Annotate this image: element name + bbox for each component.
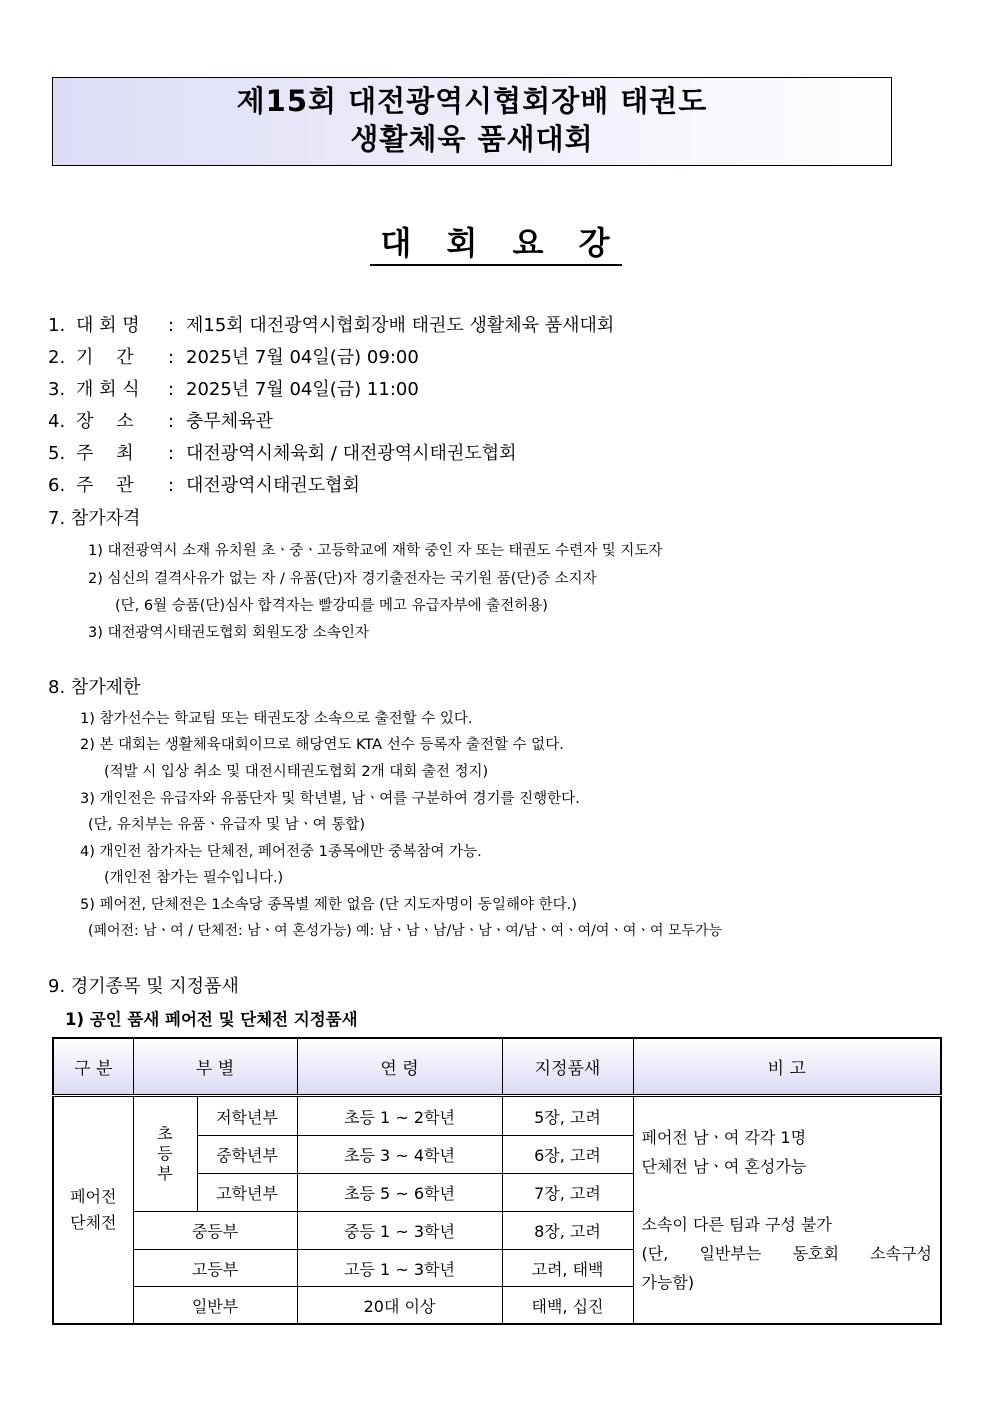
item-5 [48, 442, 517, 466]
section-9-title: 9. 경기종목 및 지정품새 [48, 976, 239, 997]
item-colon: : [168, 443, 175, 464]
section-7-line-1: 1) 대전광역시 소재 유치원 초ㆍ중ㆍ고등학교에 재학 중인 자 또는 태권도 수련자 및 지도자 [88, 543, 663, 559]
age-cell: 중등 1 ~ 3학년 [297, 1212, 502, 1250]
section-7-line-3: (단, 6월 승품(단)심사 합격자는 빨강띠를 메고 유급자부에 출전허용) [115, 598, 548, 614]
section-8-line-4: 3) 개인전은 유급자와 유품단자 및 학년별, 남ㆍ여를 구분하여 경기를 진행한다. [80, 791, 580, 807]
section-7-line-2: 2) 심신의 결격사유가 없는 자 / 유품(단)자 경기출전자는 국기원 품(단)증 소지자 [88, 571, 597, 587]
section-8-line-5: (단, 유치부는 유품ㆍ유급자 및 남ㆍ여 통합) [88, 817, 366, 833]
item-6 [48, 474, 360, 498]
section-8-line-7: (개인전 참가는 필수입니다.) [104, 870, 284, 886]
elementary-char-2: 등 [157, 1144, 173, 1163]
item-number: 4. [48, 411, 66, 432]
age-cell: 초등 3 ~ 4학년 [297, 1136, 502, 1174]
poomsae-cell: 8장, 고려 [502, 1212, 633, 1250]
elementary-char-3: 부 [157, 1164, 173, 1183]
poomsae-cell: 6장, 고려 [502, 1136, 633, 1174]
section-8-line-2: 2) 본 대회는 생활체육대회이므로 해당연도 KTA 선수 등록자 출전할 수 없다. [80, 737, 564, 753]
item-value: 대전광역시체육회 / 대전광역시태권도협회 [186, 443, 517, 464]
note-line-3: 소속이 다른 팀과 구성 불가 [641, 1215, 832, 1234]
age-cell: 초등 1 ~ 2학년 [297, 1096, 502, 1136]
item-number: 2. [48, 347, 66, 368]
document-heading [0, 218, 992, 264]
item-label: 기 간 [76, 347, 134, 368]
item-colon: : [168, 379, 175, 400]
item-2 [48, 346, 419, 370]
section-9-subtitle: 1) 공인 품새 페어전 및 단체전 지정품새 [65, 1010, 358, 1029]
item-label: 주 관 [76, 475, 134, 496]
item-number: 1. [48, 315, 66, 336]
item-colon: : [168, 347, 175, 368]
section-8-line-6: 4) 개인전 참가자는 단체전, 페어전중 1종목에만 중복참여 가능. [80, 844, 482, 860]
age-cell: 20대 이상 [297, 1287, 502, 1325]
division-cell: 중등부 [133, 1212, 297, 1250]
item-value: 2025년 7월 04일(금) 09:00 [186, 347, 419, 368]
note-line-5: 가능함) [641, 1273, 695, 1292]
item-label: 대 회 명 [76, 315, 140, 336]
title-line-1: 제15회 대전광역시협회장배 태권도 [236, 84, 708, 118]
item-1 [48, 314, 614, 338]
item-colon: : [168, 315, 175, 336]
item-label: 장 소 [76, 411, 134, 432]
section-8-line-3: (적발 시 입상 취소 및 대전시태권도협회 2개 대회 출전 정지) [104, 764, 489, 780]
section-8-line-8: 5) 페어전, 단체전은 1소속당 종목별 제한 없음 (단 지도자명이 동일해야 한다.) [80, 897, 577, 913]
item-label: 개 회 식 [76, 379, 140, 400]
category-cell [53, 1096, 133, 1325]
item-value: 제15회 대전광역시협회장배 태권도 생활체육 품새대회 [186, 315, 615, 336]
header-division: 부 별 [133, 1038, 297, 1096]
item-value: 대전광역시태권도협회 [186, 475, 360, 496]
item-value: 2025년 7월 04일(금) 11:00 [186, 379, 419, 400]
section-8-title: 8. 참가제한 [48, 677, 141, 698]
header-poomsae: 지정품새 [502, 1038, 633, 1096]
poomsae-cell: 태백, 십진 [502, 1287, 633, 1325]
division-cell: 고등부 [133, 1250, 297, 1287]
poomsae-cell: 고려, 태백 [502, 1250, 633, 1287]
section-8-line-9: (페어전: 남ㆍ여 / 단체전: 남ㆍ여 혼성가능) 예: 남ㆍ남ㆍ남/남ㆍ남ㆍ여/남ㆍ여ㆍ여/여ㆍ여ㆍ여 모두가능 [88, 923, 723, 939]
header-notes: 비 고 [633, 1038, 941, 1096]
note-line-2: 단체전 남ㆍ여 혼성가능 [641, 1157, 807, 1176]
item-colon: : [168, 411, 175, 432]
note-line-1: 페어전 남ㆍ여 각각 1명 [641, 1128, 807, 1147]
elementary-group-cell [133, 1096, 197, 1212]
item-number: 5. [48, 443, 66, 464]
section-7-title: 7. 참가자격 [48, 508, 141, 529]
item-number: 3. [48, 379, 66, 400]
category-line-2: 단체전 [70, 1213, 117, 1232]
division-cell: 고학년부 [197, 1174, 297, 1212]
section-7-line-4: 3) 대전광역시태권도협회 회원도장 소속인자 [88, 625, 369, 641]
title-box [52, 77, 892, 166]
division-cell: 중학년부 [197, 1136, 297, 1174]
title-line-2: 생활체육 품새대회 [350, 122, 594, 156]
document-heading-text: 대 회 요 강 [370, 224, 621, 266]
item-label: 주 최 [76, 443, 134, 464]
poomsae-table [52, 1037, 942, 1325]
item-colon: : [168, 475, 175, 496]
note-line-4: (단, 일반부는 동호회 소속구성 [641, 1244, 932, 1263]
elementary-char-1: 초 [157, 1124, 173, 1143]
age-cell: 고등 1 ~ 3학년 [297, 1250, 502, 1287]
age-cell: 초등 5 ~ 6학년 [297, 1174, 502, 1212]
header-age: 연 령 [297, 1038, 502, 1096]
item-3 [48, 378, 419, 402]
division-cell: 일반부 [133, 1287, 297, 1325]
category-line-1: 페어전 [70, 1187, 117, 1206]
notes-cell [633, 1096, 941, 1325]
item-number: 6. [48, 475, 66, 496]
section-8-line-1: 1) 참가선수는 학교팀 또는 태권도장 소속으로 출전할 수 있다. [80, 711, 473, 727]
poomsae-cell: 5장, 고려 [502, 1096, 633, 1136]
item-value: 충무체육관 [186, 411, 273, 432]
item-4 [48, 410, 273, 434]
division-cell: 저학년부 [197, 1096, 297, 1136]
header-category: 구 분 [53, 1038, 133, 1096]
table-row [53, 1096, 941, 1136]
note-spacer [642, 1181, 933, 1210]
table-header-row [53, 1038, 941, 1096]
poomsae-cell: 7장, 고려 [502, 1174, 633, 1212]
